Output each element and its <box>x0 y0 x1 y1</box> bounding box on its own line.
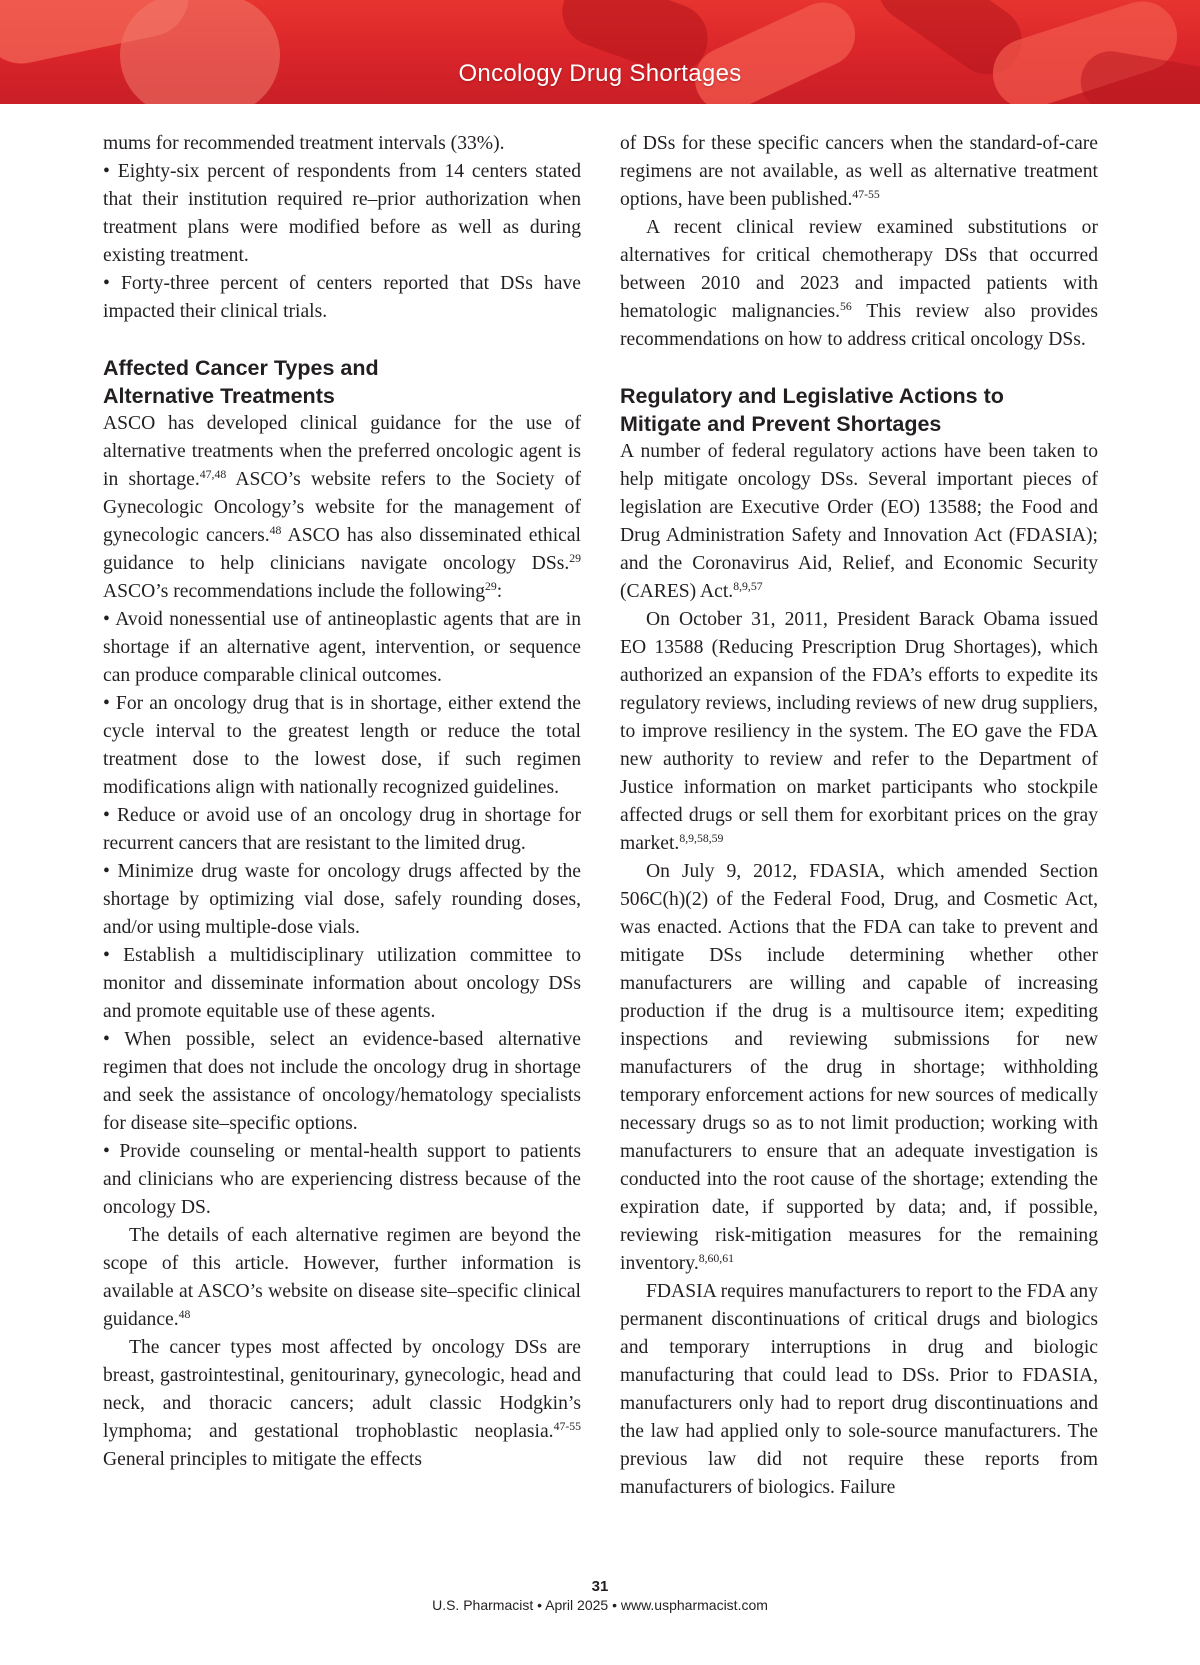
paragraph: A number of federal regulatory actions have been taken to help mitigate oncology DSs. Several important pieces of legislation are Executive Order (EO) 13588; the Food and Drug Administration Safety and Innovation Act (FDASIA); and the Coronavirus Aid, Relief, and Economic Security (CARES) Act.$^{8,9,57}$ <box>620 441 1098 602</box>
section-heading <box>103 354 581 410</box>
citation: 47-55 <box>852 187 880 201</box>
bullet-item: • Forty-three percent of centers reported that DSs have impacted their clinical trials. <box>103 273 581 322</box>
bullet-item: • When possible, select an evidence-based alternative regimen that does not include the oncology drug in shortage and seek the assistance of oncology/hematology specialists for disease site–specific options. <box>103 1029 581 1134</box>
citation: 29 <box>485 579 497 593</box>
paragraph: On July 9, 2012, FDASIA, which amended Section 506C(h)(2) of the Federal Food, Drug, and Cosmetic Act, was enacted. Actions that the FDA can take to prevent and mitigate DSs include determining whether other manufacturers are willing and capable of increasing production if the drug is a multisource item; expediting inspections and reviewing submissions for new manufacturers of the drug in shortage; withholding temporary enforcement actions for new sources of medically necessary drugs so as to not limit production; working with manufacturers to ensure that an adequate investigation is conducted into the root cause of the shortage; extending the expiration date, if supported by data; and, if possible, reviewing risk-mitigation measures for the remaining inventory.$^{8,60,61}$ <box>620 861 1098 1274</box>
paragraph: The cancer types most affected by oncology DSs are breast, gastrointestinal, genitourinary, gynecologic, head and neck, and thoracic cancers; adult classic Hodgkin’s lymphoma; and gestational trophoblastic neoplasia.$^{47-55}$ General principles to mitigate the effects <box>103 1337 581 1470</box>
heading-line: Alternative Treatments <box>103 384 335 408</box>
citation: 8,9,57 <box>733 579 763 593</box>
heading-line: Regulatory and Legislative Actions to <box>620 384 1004 408</box>
bullet-item: • Establish a multidisciplinary utilization committee to monitor and disseminate information about oncology DSs and promote equitable use of these agents. <box>103 945 581 1022</box>
section-title: Oncology Drug Shortages <box>458 60 742 87</box>
left-column <box>103 130 581 1474</box>
right-column <box>620 130 1098 1502</box>
citation: 47,48 <box>199 467 227 481</box>
paragraph: mums for recommended treatment intervals (33%). <box>103 133 505 154</box>
section-heading <box>620 382 1098 438</box>
heading-line: Mitigate and Prevent Shortages <box>620 412 942 436</box>
capsule-decoration <box>120 0 280 104</box>
publication-info: U.S. Pharmacist • April 2025 • www.uspharmacist.com <box>432 1597 768 1613</box>
citation: 48 <box>178 1307 191 1321</box>
heading-line: Affected Cancer Types and <box>103 356 379 380</box>
paragraph: of DSs for these specific cancers when the standard-of-care regimens are not available, as well as alternative treatment options, have been published.$^{47-55}$ <box>620 133 1098 210</box>
bullet-item: • For an oncology drug that is in shortage, either extend the cycle interval to the greatest length or reduce the total treatment dose to the lowest dose, if such regimen modifications align with nationally recognized guidelines. <box>103 693 581 798</box>
citation: 47-55 <box>553 1419 581 1433</box>
bullet-item: • Eighty-six percent of respondents from 14 centers stated that their institution required re–prior authorization when treatment plans were modified before as well as during existing treatment. <box>103 161 581 266</box>
bullet-item: • Reduce or avoid use of an oncology drug in shortage for recurrent cancers that are resistant to the limited drug. <box>103 805 581 854</box>
citation: 8,60,61 <box>698 1251 734 1265</box>
paragraph: On October 31, 2011, President Barack Obama issued EO 13588 (Reducing Prescription Drug Shortages), which authorized an expansion of the FDA’s efforts to expedite its regulatory reviews, including reviews of new drug suppliers, to improve resiliency in the system. The EO gave the FDA new authority to review and refer to the Department of Justice information on market participants who stockpile affected drugs or sell them for exorbitant prices on the gray market.$^{8,9,58,59}$ <box>620 609 1098 854</box>
paragraph: A recent clinical review examined substitutions or alternatives for critical chemotherapy DSs that occurred between 2010 and 2023 and impacted patients with hematologic malignancies.$^{56}$ This review also provides recommendations on how to address critical oncology DSs. <box>620 217 1098 350</box>
citation: 48 <box>269 523 282 537</box>
paragraph: ASCO has developed clinical guidance for the use of alternative treatments when the preferred oncologic agent is in shortage.$^{47,48}$ ASCO’s website refers to the Society of Gynecologic Oncology’s website for the management of gynecologic cancers.$^{48}$ ASCO has also disseminated ethical guidance to help clinicians navigate oncology DSs.$^{29}$ ASCO’s recommendations include the following$^{29}$: <box>103 413 581 602</box>
paragraph: The details of each alternative regimen are beyond the scope of this article. However, further information is available at ASCO’s website on disease site–specific clinical guidance.$^{48}$ <box>103 1225 581 1330</box>
citation: 29 <box>569 551 581 565</box>
citation: 56 <box>839 299 852 313</box>
citation: 8,9,58,59 <box>679 831 724 845</box>
page-number: 31 <box>591 1578 609 1595</box>
paragraph: FDASIA requires manufacturers to report to the FDA any permanent discontinuations of critical drugs and biologics and temporary interruptions in drug and biologic manufacturing that could lead to DSs. Prior to FDASIA, manufacturers only had to report drug discontinuations and the law had applied only to sole-source manufacturers. The previous law did not require these reports from manufacturers of biologics. Failure <box>620 1281 1098 1498</box>
bullet-item: • Minimize drug waste for oncology drugs affected by the shortage by optimizing vial dose, safely rounding doses, and/or using multiple-dose vials. <box>103 861 581 938</box>
header-banner <box>0 0 1200 104</box>
capsule-decoration <box>684 0 865 104</box>
bullet-item: • Provide counseling or mental-health support to patients and clinicians who are experiencing distress because of the oncology DS. <box>103 1141 581 1218</box>
bullet-item: • Avoid nonessential use of antineoplastic agents that are in shortage if an alternative agent, intervention, or sequence can produce comparable clinical outcomes. <box>103 609 581 686</box>
